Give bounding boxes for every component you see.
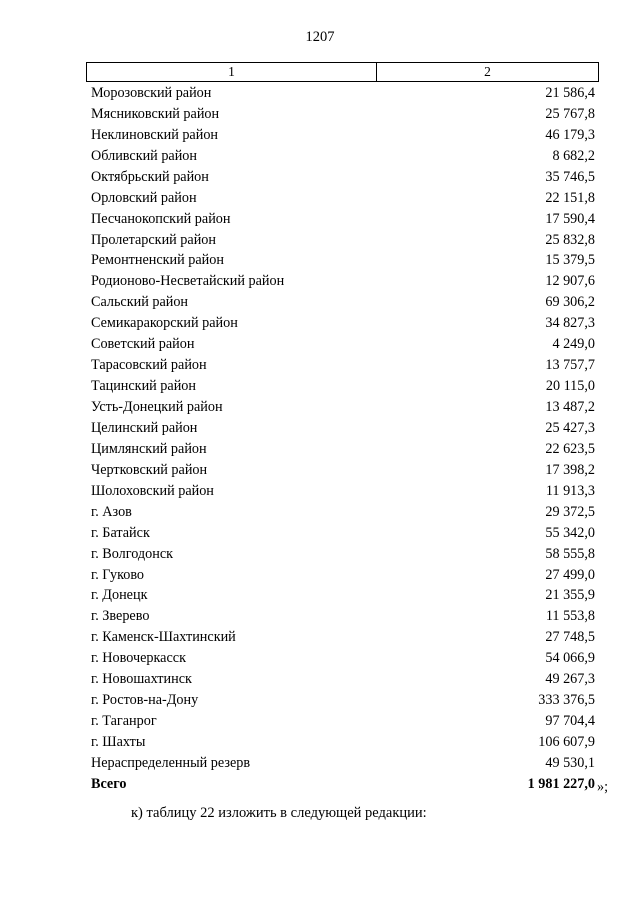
row-value: 17 590,4 (545, 210, 595, 227)
row-value: 8 682,2 (552, 147, 595, 164)
table-row (91, 83, 595, 104)
total-label: Всего (91, 775, 127, 792)
table-row (91, 648, 595, 669)
row-value: 22 151,8 (545, 189, 595, 206)
page-number: 1207 (305, 29, 335, 45)
table-row (91, 209, 595, 230)
row-name: г. Новошахтинск (91, 671, 192, 688)
total-row (91, 774, 595, 795)
row-value: 29 372,5 (545, 503, 595, 520)
row-value: 25 767,8 (545, 105, 595, 122)
table-row (91, 125, 595, 146)
table-row (91, 502, 595, 523)
row-name: г. Волгодонск (91, 545, 174, 562)
row-value: 17 398,2 (545, 461, 595, 478)
instruction-text: к) таблицу 22 изложить в следующей редакции: (131, 805, 427, 821)
row-name: Усть-Донецкий район (91, 399, 223, 416)
table-row (91, 606, 595, 627)
row-name: г. Азов (91, 503, 132, 520)
row-name: Родионово-Несветайский район (91, 273, 285, 290)
row-name: Тарасовский район (91, 357, 207, 374)
table-row (91, 230, 595, 251)
column-header-1: 1 (87, 63, 377, 81)
row-name: Неклиновский район (91, 126, 219, 143)
row-value: 25 832,8 (545, 231, 595, 248)
row-name: Орловский район (91, 189, 197, 206)
row-value: 25 427,3 (545, 419, 595, 436)
table-row (91, 313, 595, 334)
row-value: 54 066,9 (545, 650, 595, 667)
table-row (91, 251, 595, 272)
table-row (91, 397, 595, 418)
row-name: Мясниковский район (91, 105, 220, 122)
row-name: Морозовский район (91, 84, 212, 101)
row-value: 69 306,2 (545, 294, 595, 311)
row-name: г. Зверево (91, 608, 150, 625)
table-row (91, 418, 595, 439)
row-name: г. Новочеркасск (91, 650, 186, 667)
row-value: 4 249,0 (552, 336, 595, 353)
column-header-2: 2 (484, 64, 491, 79)
row-value: 21 586,4 (545, 84, 595, 101)
table-row (91, 355, 595, 376)
row-name: Семикаракорский район (91, 315, 238, 332)
row-name: г. Таганрог (91, 713, 157, 730)
table-row (91, 481, 595, 502)
total-closing-quote: »; (597, 779, 609, 795)
row-value: 97 704,4 (545, 713, 595, 730)
row-value: 106 607,9 (538, 734, 595, 751)
table-header (86, 62, 599, 82)
table-row (91, 669, 595, 690)
table-row (91, 586, 595, 607)
table-row (91, 732, 595, 753)
row-name: г. Донецк (91, 587, 148, 604)
row-value: 15 379,5 (545, 252, 595, 269)
table-row (91, 334, 595, 355)
row-value: 27 499,0 (545, 566, 595, 583)
table-row (91, 376, 595, 397)
row-name: Советский район (91, 336, 195, 353)
table-row (91, 627, 595, 648)
row-name: Сальский район (91, 294, 189, 311)
row-value: 333 376,5 (538, 692, 595, 709)
row-value: 49 267,3 (545, 671, 595, 688)
row-name: г. Шахты (91, 734, 146, 751)
table-row (91, 544, 595, 565)
row-name: Пролетарский район (91, 231, 216, 248)
row-value: 27 748,5 (545, 629, 595, 646)
row-name: г. Батайск (91, 524, 150, 541)
row-value: 55 342,0 (545, 524, 595, 541)
row-value: 21 355,9 (545, 587, 595, 604)
row-name: Обливский район (91, 147, 197, 164)
table-body (91, 83, 595, 795)
row-name: Октябрьский район (91, 168, 209, 185)
row-name: Чертковский район (91, 461, 208, 478)
row-value: 46 179,3 (545, 126, 595, 143)
row-name: Нераспределенный резерв (91, 754, 251, 771)
row-value: 13 757,7 (545, 357, 595, 374)
row-value: 34 827,3 (545, 315, 595, 332)
row-name: Целинский район (91, 419, 198, 436)
row-name: Шолоховский район (91, 482, 214, 499)
table-row (91, 271, 595, 292)
table-row (91, 188, 595, 209)
table-row (91, 753, 595, 774)
row-value: 11 553,8 (545, 608, 595, 625)
total-value: 1 981 227,0 (527, 775, 595, 792)
table-row (91, 523, 595, 544)
row-value: 11 913,3 (545, 482, 595, 499)
table-row (91, 167, 595, 188)
table-row (91, 146, 595, 167)
row-value: 20 115,0 (545, 378, 595, 395)
table-row (91, 460, 595, 481)
table-row (91, 104, 595, 125)
row-value: 35 746,5 (545, 168, 595, 185)
row-name: г. Ростов-на-Дону (91, 692, 199, 709)
table-row (91, 565, 595, 586)
row-name: г. Каменск-Шахтинский (91, 629, 236, 646)
row-name: Тацинский район (91, 378, 196, 395)
row-name: Песчанокопский район (91, 210, 231, 227)
table-row (91, 690, 595, 711)
row-name: г. Гуково (91, 566, 145, 583)
row-value: 22 623,5 (545, 440, 595, 457)
row-value: 13 487,2 (545, 399, 595, 416)
row-value: 49 530,1 (545, 754, 595, 771)
table-row (91, 292, 595, 313)
row-value: 58 555,8 (545, 545, 595, 562)
table-row (91, 711, 595, 732)
table-row (91, 439, 595, 460)
row-name: Цимлянский район (91, 440, 207, 457)
row-name: Ремонтненский район (91, 252, 224, 269)
row-value: 12 907,6 (545, 273, 595, 290)
